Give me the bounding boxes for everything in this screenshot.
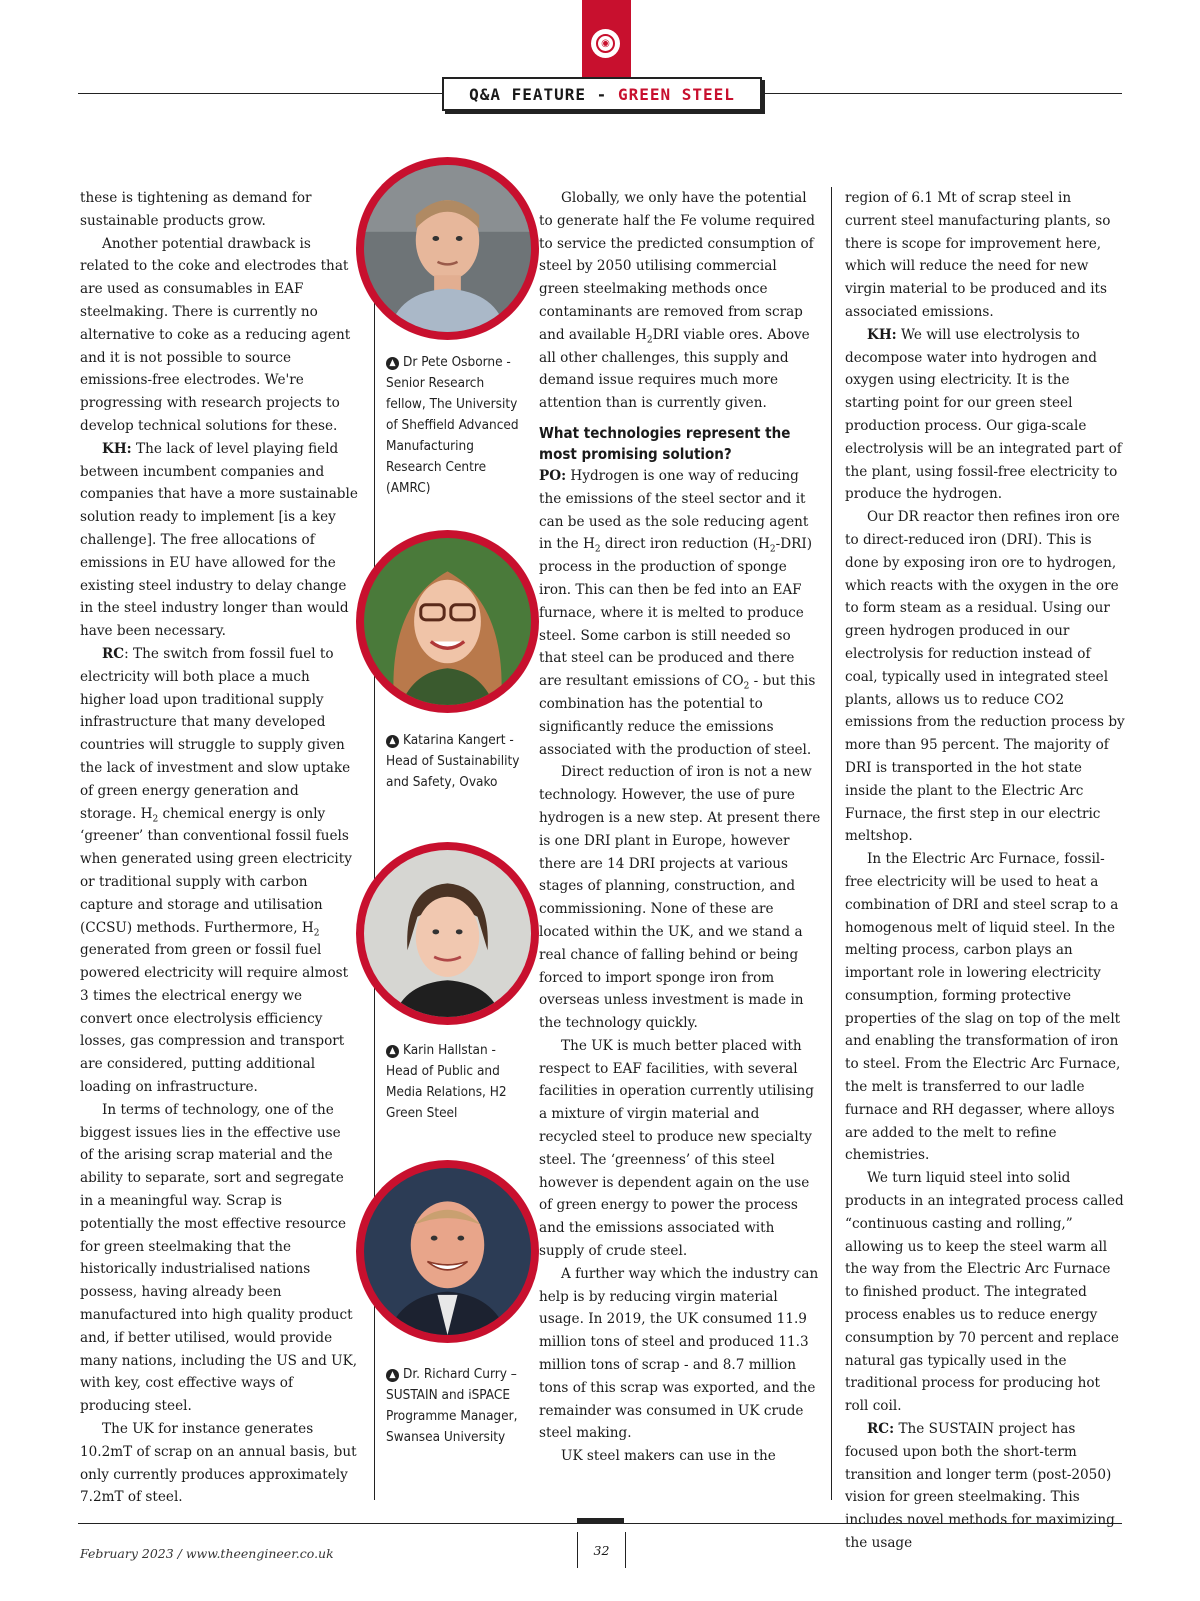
speaker-label: PO: <box>539 467 567 484</box>
paragraph: The UK is much better placed with respect to EAF facilities, with several facilities in operation currently utilising a mixture of virgin material and recycled steel to produce new specialty steel. The ‘greenness’ of this steel however is dependent again on the use of green energy to power the process and the emissions associated with supply of crude steel. <box>539 1037 814 1260</box>
paragraph: PO: Hydrogen is one way of reducing the emissions of the steel sector and it can be used as the sole reducing agent in the $H_2$ direct iron reduction $(H_2-DRI)$ process in the production of sponge iron. This can then be fed into an EAF furnace, where it is melted to produce steel. Some carbon is still needed so that steel can be produced and there are resultant emissions of $CO_2$ - but this combination has the potential to significantly reduce the emissions associated with the production of steel. <box>539 467 816 758</box>
speaker-label: RC: <box>867 1421 895 1438</box>
portrait-karin-hallstan <box>356 842 539 1025</box>
paragraph: Our DR reactor then refines iron ore to direct-reduced iron (DRI). This is done by exposing iron ore to hydrogen, which reacts with the oxygen in the ore to form steam as a residual. Using our green hydrogen produced in our electrolysis for reduction instead of coal, typically used in integrated steel plants, allows us to reduce CO2 emissions from the reduction process by more than 95 percent. The majority of DRI is transported in the hot state inside the plant to the Electric Arc Furnace, the first step in our electric meltshop. <box>845 509 1125 845</box>
speaker-label: KH: <box>102 440 132 457</box>
arrow-up-icon: ▲ <box>386 357 399 370</box>
paragraph: region of 6.1 Mt of scrap steel in current steel manufacturing plants, so there is scope for improvement here, which will reduce the need for new virgin material to be produced and its associated emissions. <box>845 190 1111 320</box>
portrait-image <box>364 850 531 1017</box>
footer-tab <box>577 1518 624 1524</box>
paragraph: Direct reduction of iron is not a new technology. However, the use of pure hydrogen is a new step. At present there is one DRI plant in Europe, however there are 14 DRI projects at various stages of planning, construction, and commissioning. None of these are located within the UK, and we stand a real chance of falling behind or being forced to import sponge iron from overseas unless investment is made in the technology quickly. <box>539 764 821 1032</box>
section-label: Q&A FEATURE - <box>469 84 608 104</box>
section-header <box>442 77 762 111</box>
portrait-image <box>364 538 531 705</box>
article-column-2 <box>539 187 821 1468</box>
paragraph: RC: The switch from fossil fuel to electricity will both place a much higher load upon traditional supply infrastructure that many developed countries will struggle to supply given the lack of investment and slow uptake of green energy generation and storage. $H_2$ chemical energy is only ‘greener’ than conventional fossil fuels when generated using green electricity or traditional supply with carbon capture and storage and utilisation (CCSU) methods. Furthermore, $H_2$ generated from green or fossil fuel powered electricity will require almost 3 times the electrical energy we convert once electrolysis efficiency losses, gas compression and transport are considered, putting additional loading on infrastructure. <box>80 645 352 1096</box>
page-number: 32 <box>577 1532 626 1568</box>
paragraph: We turn liquid steel into solid products in an integrated process called “continuous casting and rolling,” allowing us to keep the steel warm all the way from the Electric Arc Furnace to finished product. The integrated process enables us to reduce energy consumption by 70 percent and replace natural gas typically used in the traditional process for producing hot roll coil. <box>845 1170 1124 1415</box>
paragraph: The UK for instance generates 10.2mT of scrap on an annual basis, but only currently produces approximately 7.2mT of steel. <box>80 1421 357 1506</box>
paragraph: RC: The SUSTAIN project has focused upon both the short-term transition and longer term (post-2050) vision for green steelmaking. This includes novel methods for maximizing the usage <box>845 1421 1115 1552</box>
portrait-katarina-kangert <box>356 530 539 713</box>
masthead-tab <box>582 0 631 82</box>
footer-publication: February 2023 / www.theengineer.co.uk <box>80 1546 334 1561</box>
speaker-label: RC <box>102 645 125 662</box>
section-topic: GREEN STEEL <box>617 84 735 104</box>
question-heading: What technologies represent the most promising solution? <box>539 423 791 463</box>
arrow-up-icon: ▲ <box>386 1045 399 1058</box>
paragraph: Another potential drawback is related to the coke and electrodes that are used as consumables in EAF steelmaking. There is currently no alternative to coke as a reducing agent and it is not possible to source emissions-free electrodes. We're progressing with research projects to develop technical solutions for these. <box>80 235 351 434</box>
paragraph: In the Electric Arc Furnace, fossil-free electricity will be used to heat a combination of DRI and steel scrap to a homogenous melt of liquid steel. In the melting process, carbon plays an important role in lowering electricity consumption, forming protective properties of the slag on top of the melt and enabling the transformation of iron to steel. From the Electric Arc Furnace, the melt is transferred to our ladle furnace and RH degasser, where alloys are added to the melt to refine chemistries. <box>845 851 1121 1164</box>
paragraph: A further way which the industry can help is by reducing virgin material usage. In 2019, the UK consumed 11.9 million tons of steel and produced 11.3 million tons of scrap - and 8.7 million tons of this scrap was exported, and the remainder was consumed in UK crude steel making. <box>539 1265 819 1442</box>
paragraph: Globally, we only have the potential to generate half the Fe volume required to service the predicted consumption of steel by 2050 utilising commercial green steelmaking methods once contaminants are removed from scrap and available $H_2DRI$ viable ores. Above all other challenges, this supply and demand issue requires much more attention than is currently given. <box>539 190 815 412</box>
paragraph: In terms of technology, one of the biggest issues lies in the effective use of the arising scrap material and the ability to separate, sort and segregate in a meaningful way. Scrap is potentially the most effective resource for green steelmaking that the historically industrialised nations possess, having already been manufactured into high quality product and, if better utilised, would provide many nations, including the US and UK, with key, cost effective ways of producing steel. <box>80 1101 358 1415</box>
portrait-pete-osborne <box>356 157 539 340</box>
portrait-caption: ▲ Katarina Kangert - Head of Sustainability and Safety, Ovako <box>386 732 520 790</box>
portrait-caption: ▲ Dr Pete Osborne - Senior Research fellow, The University of Sheffield Advanced Manufacturing Research Centre (AMRC) <box>386 354 519 496</box>
portrait-image <box>364 165 531 332</box>
portrait-image <box>364 1168 531 1335</box>
portrait-caption: ▲ Karin Hallstan - Head of Public and Media Relations, H2 Green Steel <box>386 1042 507 1121</box>
portrait-caption: ▲ Dr. Richard Curry –SUSTAIN and iSPACE Programme Manager, Swansea University <box>386 1366 518 1445</box>
logo-icon: ◉ <box>591 29 620 58</box>
portrait-richard-curry <box>356 1160 539 1343</box>
speaker-label: KH: <box>867 326 897 343</box>
paragraph: UK steel makers can use in the <box>561 1448 776 1465</box>
arrow-up-icon: ▲ <box>386 735 399 748</box>
column-divider <box>831 187 832 1500</box>
paragraph: these is tightening as demand for sustainable products grow. <box>80 190 312 229</box>
arrow-up-icon: ▲ <box>386 1369 399 1382</box>
paragraph: KH: We will use electrolysis to decompose water into hydrogen and oxygen using electricity. It is the starting point for our green steel production process. Our giga-scale electrolysis will be an integrated part of the plant, using fossil-free electricity to produce the hydrogen. <box>845 326 1122 503</box>
paragraph: KH: The lack of level playing field between incumbent companies and companies that have a more sustainable solution ready to implement [is a key challenge]. The free allocations of emissions in EU have allowed for the existing steel industry to delay change in the steel industry longer than would have been necessary. <box>80 440 358 640</box>
article-column-3 <box>845 187 1127 1555</box>
article-column-1 <box>80 187 358 1509</box>
